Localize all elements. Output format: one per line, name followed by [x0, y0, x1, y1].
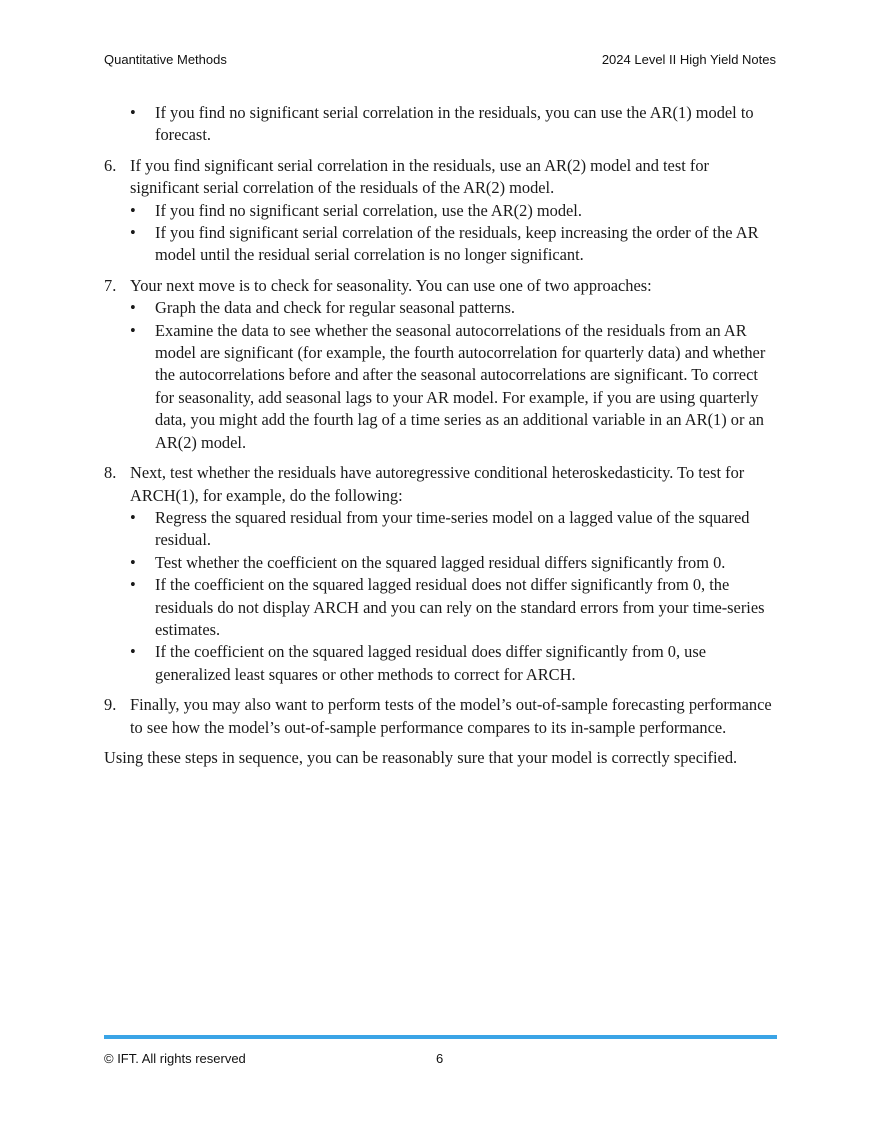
- step-8: [104, 462, 778, 686]
- list-item: [130, 297, 778, 319]
- step-number: 7.: [104, 275, 117, 295]
- bullet-dot: •: [130, 320, 136, 340]
- list-item-text: If the coefficient on the squared lagged residual does not differ significantly from 0, the residuals do not display ARCH and you can rely on the standard errors from your time-series estimates.: [155, 575, 765, 639]
- list-item: [130, 507, 778, 552]
- list-item: [130, 552, 778, 574]
- step-6: [104, 155, 778, 267]
- bullet-dot: •: [130, 507, 136, 527]
- bullet-dot: •: [130, 642, 136, 662]
- list-item: [130, 641, 778, 686]
- lead-bullet-text: If you find no significant serial correlation in the residuals, you can use the AR(1) model to forecast.: [155, 103, 754, 145]
- step-7: [104, 275, 778, 454]
- header-document-title: 2024 Level II High Yield Notes: [601, 52, 776, 67]
- step-text: Next, test whether the residuals have autoregressive conditional heteroskedasticity. To test for ARCH(1), for example, do the following:: [130, 463, 745, 505]
- copyright-notice: © IFT. All rights reserved: [104, 1051, 246, 1066]
- step-text: Finally, you may also want to perform tests of the model’s out-of-sample forecasting performance to see how the model’s out-of-sample performance compares to its in-sample performance.: [130, 695, 772, 737]
- step-text: Your next move is to check for seasonality. You can use one of two approaches:: [130, 275, 652, 295]
- list-item-text: Test whether the coefficient on the squared lagged residual differs significantly from 0.: [155, 552, 726, 572]
- bullet-dot: •: [130, 103, 136, 122]
- bullet-dot: •: [130, 200, 136, 220]
- lead-bullet: [104, 102, 778, 147]
- list-item-text: Regress the squared residual from your time-series model on a lagged value of the squared residual.: [155, 507, 750, 550]
- bullet-dot: •: [130, 552, 136, 572]
- bullet-dot: •: [130, 223, 136, 243]
- list-item: [130, 574, 778, 641]
- bullet-dot: •: [130, 575, 136, 595]
- closing-paragraph: Using these steps in sequence, you can be reasonably sure that your model is correctly specified.: [104, 747, 738, 767]
- step-number: 9.: [104, 695, 117, 715]
- list-item-text: If you find no significant serial correlation, use the AR(2) model.: [155, 200, 582, 220]
- step-number: 8.: [104, 463, 117, 483]
- list-item-text: Graph the data and check for regular seasonal patterns.: [155, 298, 515, 318]
- list-item: [130, 200, 778, 222]
- step-9: [104, 694, 778, 739]
- step-number: 6.: [104, 155, 117, 175]
- page-body: [104, 102, 778, 769]
- header-section-title: Quantitative Methods: [104, 52, 227, 67]
- list-item-text: If the coefficient on the squared lagged residual does differ significantly from 0, use generalized least squares or other methods to correct for ARCH.: [155, 642, 707, 684]
- list-item-text: Examine the data to see whether the seasonal autocorrelations of the residuals from an AR model are significant (for example, the fourth autocorrelation for quarterly data) and whether the autocorrelations before and after the seasonal autocorrelations are significant. To correct for seasonality, add seasonal lags to your AR model. For example, if you are using quarterly data, you might add the fourth lag of a time series as an additional variable in an AR(1) or an AR(2) model.: [155, 320, 766, 452]
- list-item-text: If you find significant serial correlation of the residuals, keep increasing the order of the AR model until the residual serial correlation is no longer significant.: [155, 223, 759, 265]
- footer-divider: [104, 1035, 777, 1039]
- step-text: If you find significant serial correlation in the residuals, use an AR(2) model and test for significant serial correlation of the residuals of the AR(2) model.: [130, 155, 709, 198]
- bullet-dot: •: [130, 298, 136, 318]
- list-item: [130, 320, 778, 454]
- list-item: [130, 222, 778, 267]
- page-number: 6: [436, 1051, 444, 1066]
